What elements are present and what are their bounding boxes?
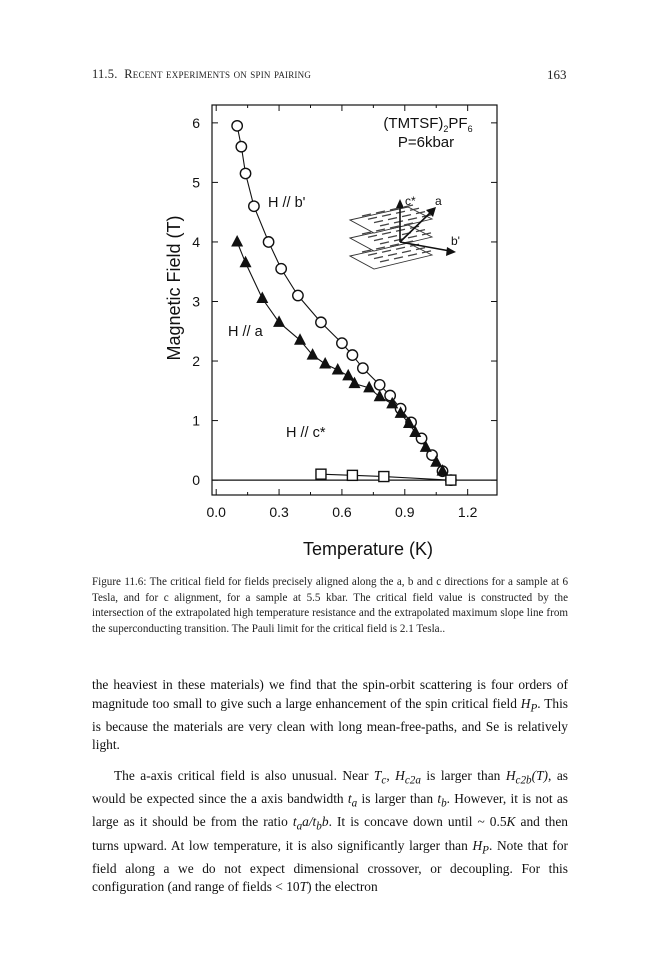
x-tick-label: 0.3	[269, 504, 289, 520]
x-tick-labels	[206, 504, 477, 520]
y-tick-label: 6	[192, 114, 200, 131]
label-h-c: H // c*	[286, 425, 326, 441]
math-ratio: $t_aa/t_bb$	[292, 814, 329, 834]
a-axis-label: a	[435, 194, 442, 208]
circle-marker	[232, 121, 242, 131]
triangle-marker	[319, 357, 331, 369]
triangle-marker	[256, 292, 268, 304]
math-t: T	[299, 879, 308, 895]
math-hc2a: $H_{c2a}$	[395, 768, 421, 787]
y-tick-label: 3	[192, 293, 200, 310]
section-number: 11.5.	[92, 67, 118, 81]
math-hp: $H_P$	[520, 695, 538, 715]
y-tick-labels	[192, 115, 200, 488]
series-markers	[231, 121, 456, 486]
triangle-marker	[342, 369, 354, 381]
plot-frame	[212, 105, 497, 495]
square-marker	[347, 470, 357, 480]
axis-ticks	[212, 105, 497, 495]
paragraph-1	[92, 676, 568, 755]
figure-caption-text: The critical field for fields precisely aligned along the a, b and c directions for a sample at 6 Tesla, and for c alignment, for a sample at 5.5 kbar. The critical field value is constructed by the intersection of the extrapolated high temperature resistance and the extrapolated maximum slope line from the superconducting transition. The Pauli limit for the critical field is 2.1 Tesla..	[92, 576, 569, 635]
x-tick-label: 0.9	[395, 504, 415, 520]
y-tick-label: 5	[192, 174, 200, 191]
circle-marker	[293, 290, 303, 300]
triangle-marker	[240, 256, 252, 268]
text-run: The a-axis critical field is also unusual. Near	[114, 768, 374, 783]
math-hc2b: $H_{c2b}(T)$	[505, 768, 548, 787]
section-title: Recent experiments on spin pairing	[124, 67, 312, 81]
square-marker	[379, 472, 389, 482]
critical-field-chart	[150, 95, 570, 565]
circle-marker	[249, 201, 259, 211]
math-k: K	[506, 814, 516, 830]
math-tc: $T_c$	[373, 768, 387, 787]
math-hp: $H_P$	[472, 837, 489, 857]
circle-marker	[385, 390, 395, 400]
x-tick-label: 0.6	[332, 504, 352, 520]
triangle-marker	[374, 390, 386, 402]
text-run: and then turns upward. At low temperature, it is also significantly larger than	[92, 814, 568, 853]
x-tick-label: 0.0	[206, 504, 226, 520]
running-header	[92, 67, 311, 82]
text-run: the heaviest in these materials) we find that the spin-orbit scattering is four orders of magnitude too small to give such a large enhancement of the spin critical field	[92, 677, 568, 711]
math-ta: $t_a$	[347, 791, 358, 810]
triangle-marker	[294, 333, 306, 345]
circle-marker	[236, 141, 246, 151]
text-run: . It is concave down until ~ 0.5	[328, 814, 507, 830]
triangle-marker	[231, 235, 243, 247]
y-tick-label: 1	[192, 412, 200, 429]
series-line	[237, 126, 451, 480]
b-axis-label: b'	[451, 234, 460, 248]
math-tb: $t_b$	[437, 791, 447, 810]
y-tick-label: 2	[192, 353, 200, 370]
pressure-label: P=6kbar	[397, 134, 455, 151]
circle-marker	[276, 264, 286, 274]
x-axis-title: Temperature (K)	[302, 539, 434, 559]
crystal-layer	[350, 207, 432, 233]
text-run: . However, it is not as large as it should be from the ratio	[92, 791, 568, 830]
circle-marker	[374, 380, 384, 390]
crystal-structure-inset	[350, 194, 460, 269]
text-run: . Note that for field along a we do not expect dimensional crossover, or decoupling. For this configuration (and range of fields < 10	[92, 837, 568, 895]
text-run: is larger than	[357, 791, 438, 807]
b-axis-arrowhead	[446, 247, 456, 256]
x-tick-label: 1.2	[457, 504, 478, 520]
circle-marker	[316, 317, 326, 327]
c-axis-label: c*	[405, 194, 416, 208]
paragraph-2	[92, 767, 568, 897]
text-run: ) the electron	[307, 879, 378, 895]
circle-marker	[240, 168, 250, 178]
material-label: $(TMTSF)_2PF_6$	[383, 115, 473, 134]
circle-marker	[337, 338, 347, 348]
circle-marker	[358, 363, 368, 373]
square-marker	[446, 475, 456, 485]
label-h-b: H // b'	[268, 195, 306, 211]
y-tick-label: 0	[192, 472, 200, 489]
circle-marker	[347, 350, 357, 360]
page-number: 163	[547, 67, 567, 82]
y-tick-label: 4	[192, 233, 200, 250]
c-axis-arrowhead	[396, 199, 404, 208]
y-axis-title: Magnetic Field (T)	[164, 215, 184, 361]
triangle-marker	[332, 363, 344, 375]
circle-marker	[263, 237, 273, 247]
figure-label: Figure 11.6:	[92, 576, 147, 588]
text-run: ,	[386, 768, 396, 783]
text-run: . This is because the materials are very clean with long mean-free-paths, and Se is relatively light.	[92, 695, 568, 753]
square-marker	[316, 469, 326, 479]
figure-caption	[92, 575, 568, 637]
series-lines	[237, 126, 451, 480]
text-run: is larger than	[420, 768, 506, 783]
label-h-a: H // a	[228, 324, 263, 340]
text-run: , as would be expected since the a axis bandwidth	[92, 768, 568, 807]
